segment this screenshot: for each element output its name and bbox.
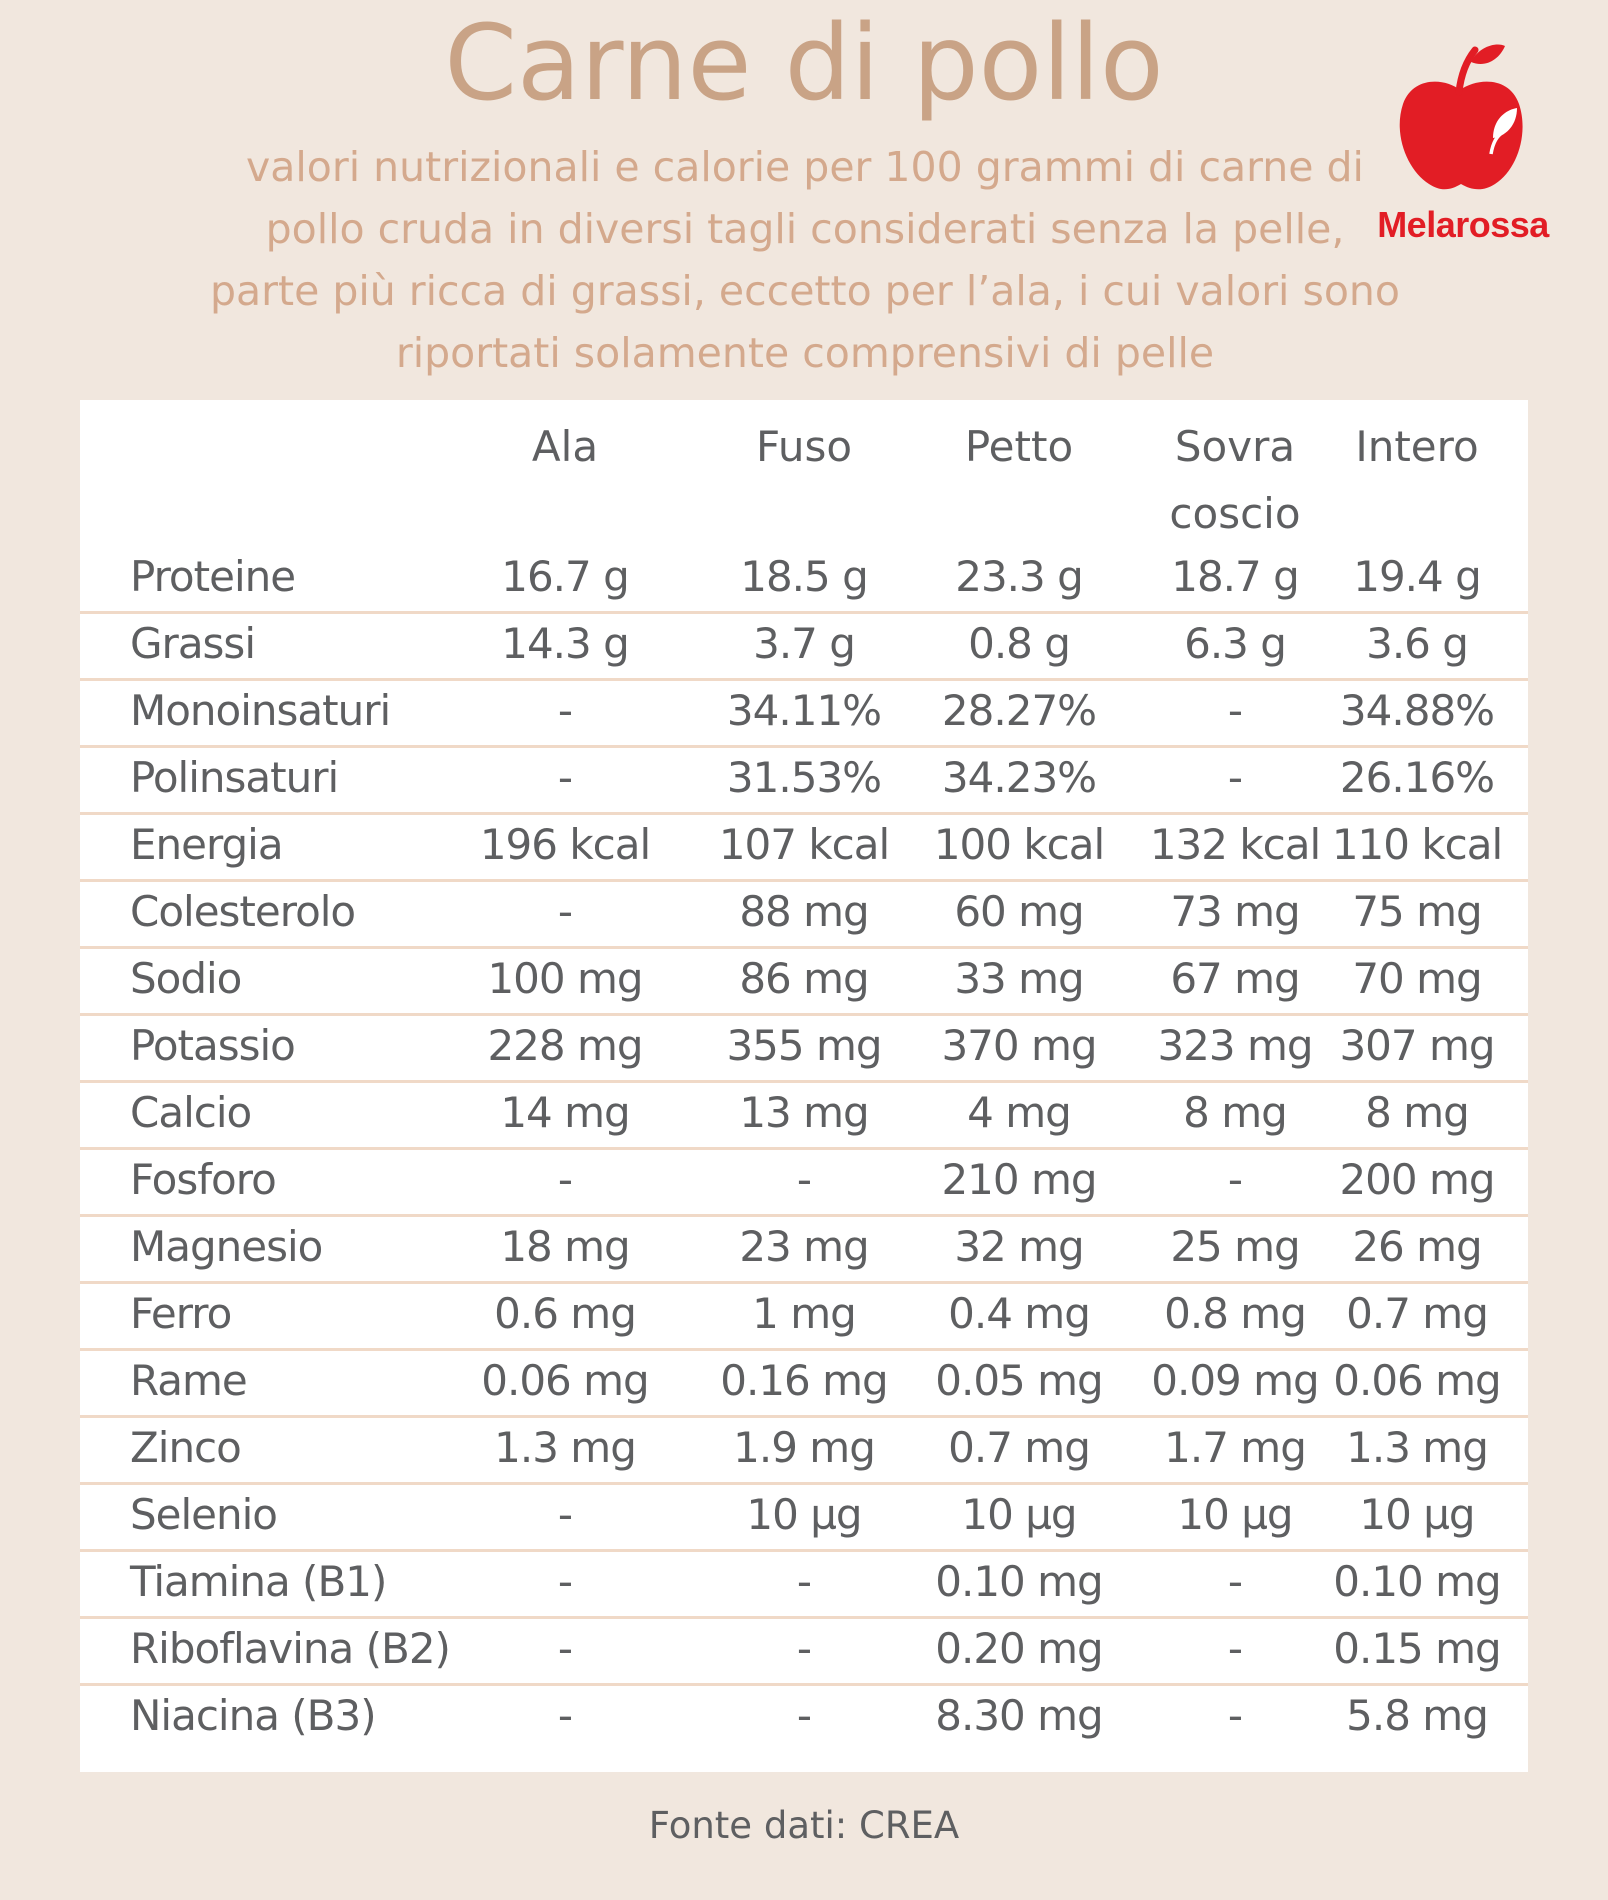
nutrition-table	[80, 400, 1528, 1772]
table-cell: -	[557, 1557, 573, 1606]
table-cell: 70 mg	[1352, 954, 1482, 1003]
table-cell: 0.10 mg	[1333, 1557, 1501, 1606]
table-cell: 210 mg	[941, 1155, 1097, 1204]
row-divider	[80, 1281, 1528, 1284]
column-header-line: Fuso	[755, 422, 853, 471]
table-cell: 1.7 mg	[1164, 1423, 1306, 1472]
table-cell: 110 kcal	[1331, 820, 1503, 869]
table-cell: 18.5 g	[740, 552, 868, 601]
table-cell: -	[796, 1624, 812, 1673]
row-label: Grassi	[130, 619, 255, 668]
subtitle-line: valori nutrizionali e calorie per 100 grammi di carne di	[246, 143, 1364, 191]
row-label: Calcio	[130, 1088, 252, 1137]
row-label: Energia	[130, 820, 283, 869]
table-cell: 10 µg	[746, 1490, 862, 1539]
table-cell: -	[1227, 753, 1243, 802]
table-cell: 6.3 g	[1184, 619, 1286, 668]
table-cell: 88 mg	[739, 887, 869, 936]
table-cell: 228 mg	[487, 1021, 643, 1070]
table-cell: -	[557, 1155, 573, 1204]
table-cell: 0.16 mg	[720, 1356, 888, 1405]
table-cell: 25 mg	[1170, 1222, 1300, 1271]
table-cell: -	[796, 1691, 812, 1740]
table-cell: -	[1227, 1557, 1243, 1606]
table-cell: 34.88%	[1339, 686, 1495, 735]
row-divider	[80, 1080, 1528, 1083]
table-cell: 0.06 mg	[1333, 1356, 1501, 1405]
row-label: Colesterolo	[130, 887, 356, 936]
row-divider	[80, 1147, 1528, 1150]
table-cell: 75 mg	[1352, 887, 1482, 936]
table-cell: 26.16%	[1339, 753, 1495, 802]
column-header-line: coscio	[1169, 489, 1301, 538]
row-label: Fosforo	[130, 1155, 276, 1204]
brand-name: Melarossa	[1377, 204, 1549, 245]
table-cell: 28.27%	[941, 686, 1097, 735]
table-cell: 100 mg	[487, 954, 643, 1003]
table-cell: 0.6 mg	[494, 1289, 636, 1338]
table-cell: 19.4 g	[1353, 552, 1481, 601]
table-cell: 10 µg	[1177, 1490, 1293, 1539]
row-label: Polinsaturi	[130, 753, 339, 802]
table-cell: 16.7 g	[501, 552, 629, 601]
column-header	[465, 413, 665, 480]
table-cell: 34.23%	[941, 753, 1097, 802]
table-cell: 33 mg	[954, 954, 1084, 1003]
table-cell: -	[1227, 1624, 1243, 1673]
row-divider	[80, 745, 1528, 748]
table-cell: 132 kcal	[1149, 820, 1321, 869]
table-cell: 8 mg	[1183, 1088, 1287, 1137]
row-label: Rame	[130, 1356, 247, 1405]
brand-logo	[1365, 42, 1561, 252]
table-cell: -	[796, 1155, 812, 1204]
table-cell: 0.15 mg	[1333, 1624, 1501, 1673]
table-cell: 23.3 g	[955, 552, 1083, 601]
table-cell: 31.53%	[726, 753, 882, 802]
table-cell: 0.7 mg	[948, 1423, 1090, 1472]
row-label: Monoinsaturi	[130, 686, 391, 735]
source-note: Fonte dati: CREA	[648, 1804, 960, 1847]
table-cell: 0.20 mg	[935, 1624, 1103, 1673]
page-subtitle	[200, 136, 1410, 384]
row-divider	[80, 1616, 1528, 1619]
table-cell: -	[1227, 1691, 1243, 1740]
page-title: Carne di pollo	[444, 2, 1164, 124]
table-cell: -	[557, 1691, 573, 1740]
row-label: Magnesio	[130, 1222, 323, 1271]
subtitle-line: pollo cruda in diversi tagli considerati senza la pelle,	[265, 205, 1345, 253]
table-cell: 14.3 g	[501, 619, 629, 668]
row-divider	[80, 812, 1528, 815]
column-header-line: Petto	[964, 422, 1074, 471]
table-cell: 26 mg	[1352, 1222, 1482, 1271]
row-divider	[80, 879, 1528, 882]
column-header	[919, 413, 1119, 480]
row-divider	[80, 611, 1528, 614]
table-cell: 18.7 g	[1171, 552, 1299, 601]
table-cell: 0.8 g	[968, 619, 1070, 668]
table-cell: 8 mg	[1365, 1088, 1469, 1137]
row-divider	[80, 678, 1528, 681]
table-cell: 0.06 mg	[481, 1356, 649, 1405]
row-label: Sodio	[130, 954, 242, 1003]
table-cell: 14 mg	[500, 1088, 630, 1137]
table-cell: 86 mg	[739, 954, 869, 1003]
table-cell: -	[557, 1490, 573, 1539]
row-divider	[80, 1415, 1528, 1418]
table-cell: -	[1227, 686, 1243, 735]
table-cell: 60 mg	[954, 887, 1084, 936]
row-divider	[80, 1549, 1528, 1552]
column-header-line: Sovra	[1174, 422, 1296, 471]
row-label: Tiamina (B1)	[130, 1557, 387, 1606]
table-cell: -	[557, 1624, 573, 1673]
column-header-line: Intero	[1355, 422, 1479, 471]
table-cell: -	[557, 686, 573, 735]
table-cell: -	[796, 1557, 812, 1606]
table-cell: 1.3 mg	[494, 1423, 636, 1472]
column-header-line: Ala	[531, 422, 599, 471]
table-cell: 0.4 mg	[948, 1289, 1090, 1338]
table-cell: 23 mg	[739, 1222, 869, 1271]
table-cell: 34.11%	[726, 686, 882, 735]
table-cell: 1.9 mg	[733, 1423, 875, 1472]
column-header	[704, 413, 904, 480]
table-cell: 10 µg	[961, 1490, 1077, 1539]
table-cell: 13 mg	[739, 1088, 869, 1137]
column-header	[1135, 413, 1335, 547]
table-cell: 4 mg	[967, 1088, 1071, 1137]
row-divider	[80, 1683, 1528, 1686]
row-label: Riboflavina (B2)	[130, 1624, 450, 1673]
table-cell: 1 mg	[752, 1289, 856, 1338]
apple-icon	[1393, 42, 1533, 192]
table-cell: 100 kcal	[933, 820, 1105, 869]
row-label: Proteine	[130, 552, 296, 601]
table-cell: 107 kcal	[718, 820, 890, 869]
row-label: Zinco	[130, 1423, 241, 1472]
table-cell: -	[557, 887, 573, 936]
table-cell: 3.7 g	[753, 619, 855, 668]
table-cell: 196 kcal	[479, 820, 651, 869]
table-cell: 73 mg	[1170, 887, 1300, 936]
table-cell: 200 mg	[1339, 1155, 1495, 1204]
table-cell: 3.6 g	[1366, 619, 1468, 668]
row-label: Niacina (B3)	[130, 1691, 376, 1740]
table-cell: 307 mg	[1339, 1021, 1495, 1070]
column-header	[1317, 413, 1517, 480]
row-divider	[80, 1482, 1528, 1485]
table-cell: 1.3 mg	[1346, 1423, 1488, 1472]
table-cell: -	[557, 753, 573, 802]
table-cell: -	[1227, 1155, 1243, 1204]
table-cell: 32 mg	[954, 1222, 1084, 1271]
table-cell: 8.30 mg	[935, 1691, 1103, 1740]
subtitle-line: parte più ricca di grassi, eccetto per l’ala, i cui valori sono	[209, 267, 1400, 315]
row-label: Potassio	[130, 1021, 295, 1070]
table-cell: 18 mg	[500, 1222, 630, 1271]
table-cell: 10 µg	[1359, 1490, 1475, 1539]
table-cell: 0.10 mg	[935, 1557, 1103, 1606]
table-cell: 0.09 mg	[1151, 1356, 1319, 1405]
row-divider	[80, 1348, 1528, 1351]
table-cell: 5.8 mg	[1346, 1691, 1488, 1740]
table-cell: 355 mg	[726, 1021, 882, 1070]
row-label: Ferro	[130, 1289, 232, 1338]
table-cell: 67 mg	[1170, 954, 1300, 1003]
row-divider	[80, 1214, 1528, 1217]
table-cell: 323 mg	[1157, 1021, 1313, 1070]
row-divider	[80, 946, 1528, 949]
table-cell: 0.7 mg	[1346, 1289, 1488, 1338]
subtitle-line: riportati solamente comprensivi di pelle	[395, 329, 1215, 377]
table-cell: 370 mg	[941, 1021, 1097, 1070]
row-label: Selenio	[130, 1490, 277, 1539]
row-divider	[80, 1013, 1528, 1016]
table-cell: 0.05 mg	[935, 1356, 1103, 1405]
table-cell: 0.8 mg	[1164, 1289, 1306, 1338]
